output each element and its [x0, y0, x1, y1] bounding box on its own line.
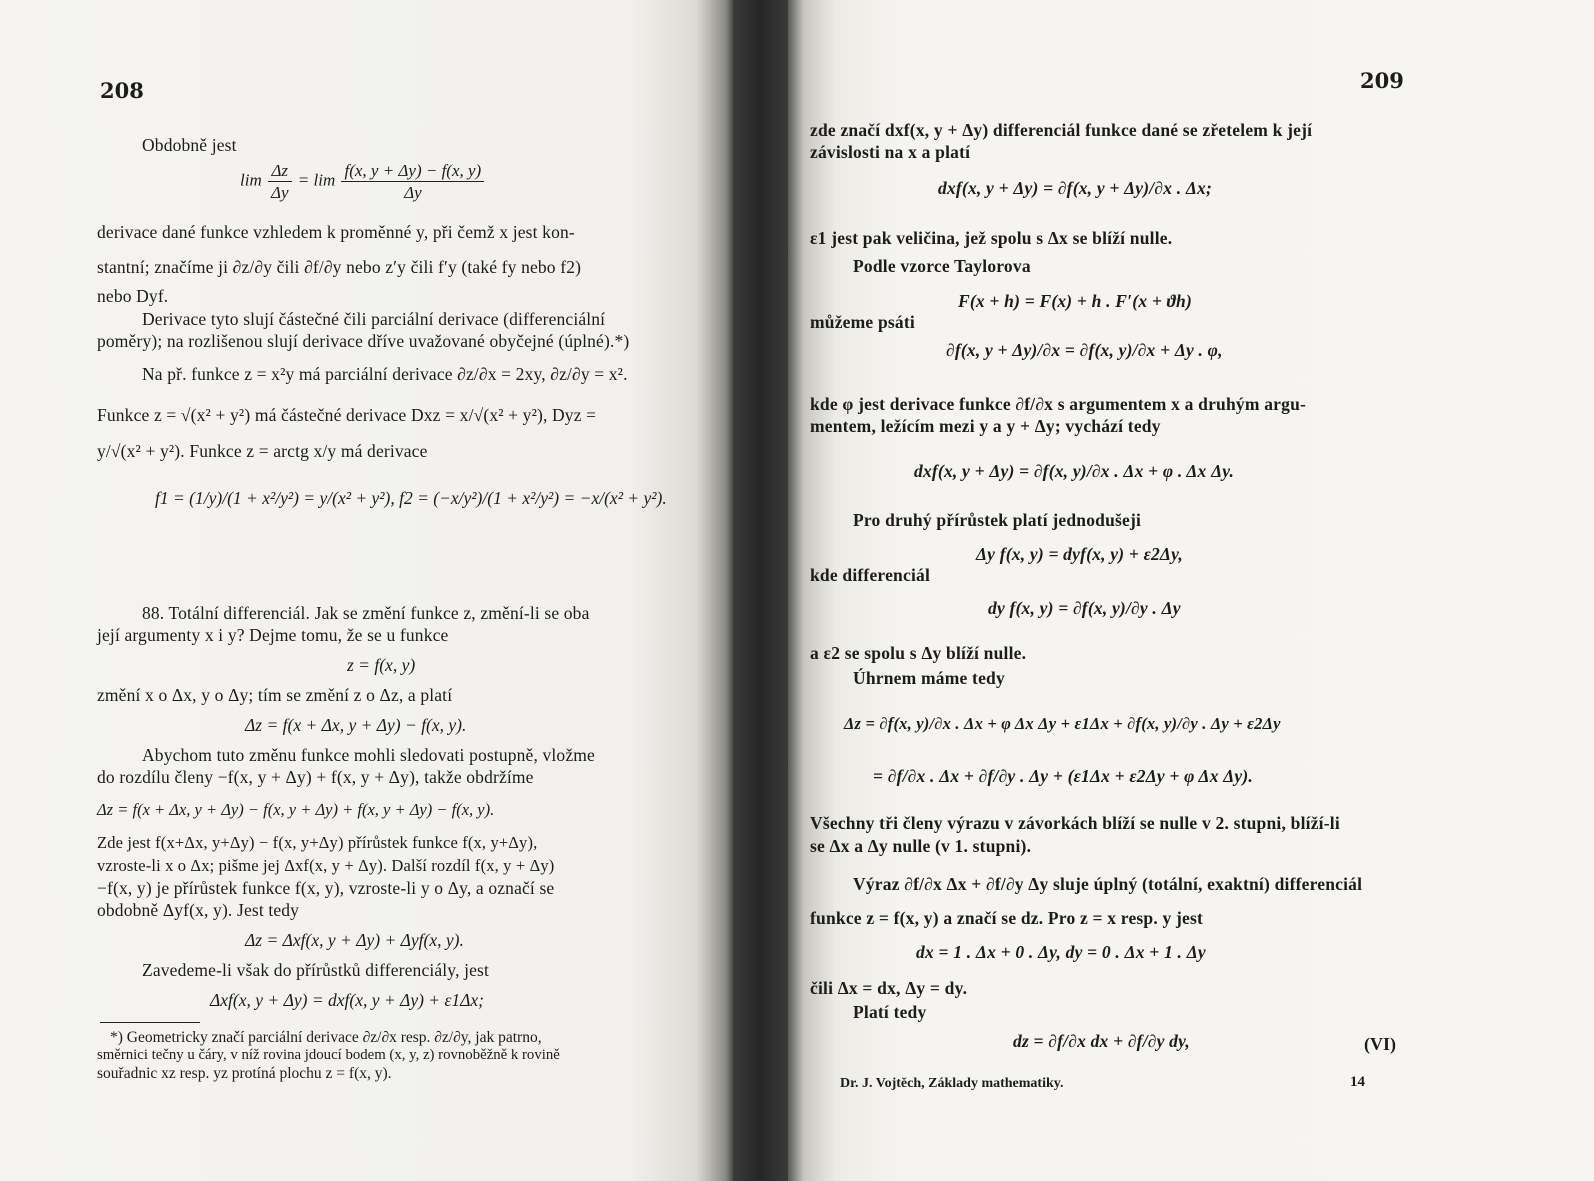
text-line: Abychom tuto změnu funkce mohli sledovati postupně, vložme [142, 745, 595, 765]
text-line: Pro druhý přírůstek platí jednodušeji [853, 510, 1142, 530]
equation: F(x + h) = F(x) + h . F′(x + ϑh) [958, 291, 1192, 311]
equation: dz = ∂f/∂x dx + ∂f/∂y dy, [1013, 1031, 1190, 1051]
footnote-rule [100, 1022, 200, 1023]
text-line: stantní; značíme ji ∂z/∂y čili ∂f/∂y nebo z′y čili f′y (také fy nebo f2) [97, 257, 582, 277]
text-line: čili Δx = dx, Δy = dy. [810, 978, 968, 998]
text-line: ε1 jest pak veličina, jež spolu s Δx se blíží nulle. [810, 228, 1173, 248]
equation: = ∂f/∂x . Δx + ∂f/∂y . Δy + (ε1Δx + ε2Δy + φ Δx Δy). [873, 766, 1253, 786]
text-line: Výraz ∂f/∂x Δx + ∂f/∂y Δy sluje úplný (totální, exaktní) differenciál [853, 874, 1363, 894]
text-line: vzroste-li x o Δx; pišme jej Δxf(x, y + Δy). Další rozdíl f(x, y + Δy) [97, 856, 555, 875]
equation: Δz = f(x + Δx, y + Δy) − f(x, y). [245, 715, 467, 735]
text-line: Všechny tři členy výrazu v závorkách blíží se nulle v 2. stupni, blíží-li [810, 813, 1340, 833]
left-page [0, 0, 733, 1181]
equation: Δz = f(x + Δx, y + Δy) − f(x, y + Δy) + f(x, y + Δy) − f(x, y). [97, 800, 495, 819]
equation: dxf(x, y + Δy) = ∂f(x, y + Δy)/∂x . Δx; [938, 178, 1213, 198]
equation: z = f(x, y) [347, 655, 416, 675]
text-line: změní x o Δx, y o Δy; tím se změní z o Δz, a platí [97, 685, 453, 705]
text-line: nebo Dyf. [97, 286, 169, 306]
text-line: zde značí dxf(x, y + Δy) differenciál funkce dané se zřetelem k její [810, 120, 1313, 140]
text-line: mentem, ležícím mezi y a y + Δy; vychází tedy [810, 416, 1161, 436]
text-line: obdobně Δyf(x, y). Jest tedy [97, 900, 300, 920]
text-line: Na př. funkce z = x²y má parciální derivace ∂z/∂x = 2xy, ∂z/∂y = x². [142, 364, 628, 384]
text-line: derivace dané funkce vzhledem k proměnné y, při čemž x jest kon- [97, 222, 575, 242]
section-heading: 88. Totální differenciál. Jak se změní funkce z, změní-li se oba [142, 603, 590, 623]
text-line: Obdobně jest [142, 135, 237, 155]
right-page [788, 0, 1594, 1181]
text-line: Zavedeme-li však do přírůstků differenciály, jest [142, 960, 490, 980]
equation: Δxf(x, y + Δy) = dxf(x, y + Δy) + ε1Δx; [210, 990, 484, 1010]
equation: dxf(x, y + Δy) = ∂f(x, y)/∂x . Δx + φ . Δx Δy. [914, 461, 1235, 481]
text-line: funkce z = f(x, y) a značí se dz. Pro z = x resp. y jest [810, 908, 1204, 928]
equation: f1 = (1/y)/(1 + x²/y²) = y/(x² + y²), f2 = (−x/y²)/(1 + x²/y²) = −x/(x² + y²). [155, 488, 667, 508]
text-line: Derivace tyto slují částečné čili parciální derivace (differenciální [142, 309, 606, 329]
signature-mark: 14 [1350, 1074, 1365, 1090]
page-number: 209 [1360, 68, 1404, 93]
text-line: Podle vzorce Taylorova [853, 256, 1031, 276]
equation: ∂f(x, y + Δy)/∂x = ∂f(x, y)/∂x + Δy . φ, [946, 340, 1223, 360]
text-line: můžeme psáti [810, 312, 915, 332]
equation: dy f(x, y) = ∂f(x, y)/∂y . Δy [988, 598, 1181, 618]
text-line: kde differenciál [810, 565, 931, 585]
page-number: 208 [100, 78, 144, 103]
text-line: Zde jest f(x+Δx, y+Δy) − f(x, y+Δy) přírůstek funkce f(x, y+Δy), [97, 833, 538, 852]
footnote-line: směrnici tečny u čáry, v níž rovina jdoucí bodem (x, y, z) rovnoběžně k rovině [97, 1047, 560, 1063]
equation: Δz = ∂f(x, y)/∂x . Δx + φ Δx Δy + ε1Δx + ∂f(x, y)/∂y . Δy + ε2Δy [844, 714, 1281, 733]
text-line: poměry); na rozlišenou slují derivace dříve uvažované obyčejné (úplné).*) [97, 331, 630, 351]
equation: Δz = Δxf(x, y + Δy) + Δyf(x, y). [245, 930, 464, 950]
equation: dx = 1 . Δx + 0 . Δy, dy = 0 . Δx + 1 . Δy [916, 942, 1206, 962]
text-line: se Δx a Δy nulle (v 1. stupni). [810, 836, 1032, 856]
text-line: Platí tedy [853, 1002, 927, 1022]
footnote-line: *) Geometricky značí parciální derivace ∂z/∂x resp. ∂z/∂y, jak patrno, [110, 1029, 542, 1046]
footnote-line: souřadnic xz resp. yz protíná plochu z = f(x, y). [97, 1065, 392, 1082]
text-line: do rozdílu členy −f(x, y + Δy) + f(x, y + Δy), takže obdržíme [97, 767, 534, 787]
text-line: Úhrnem máme tedy [853, 668, 1005, 688]
equation-label: (VI) [1364, 1034, 1396, 1054]
footer-author: Dr. J. Vojtěch, Základy mathematiky. [840, 1076, 1064, 1091]
text-line: závislosti na x a platí [810, 142, 971, 162]
text-line: −f(x, y) je přírůstek funkce f(x, y), vzroste-li y o Δy, a označí se [97, 878, 555, 898]
text-line: y/√(x² + y²). Funkce z = arctg x/y má derivace [97, 441, 428, 461]
equation: Δy f(x, y) = dyf(x, y) + ε2Δy, [976, 544, 1183, 564]
text-line: kde φ jest derivace funkce ∂f/∂x s argumentem x a druhým argu- [810, 394, 1307, 414]
text-line: a ε2 se spolu s Δy blíží nulle. [810, 643, 1027, 663]
book-gutter [733, 0, 788, 1181]
text-line: Funkce z = √(x² + y²) má částečné derivace Dxz = x/√(x² + y²), Dyz = [97, 405, 597, 425]
equation: lim $\frac{\Delta z}{\Delta y}$ = lim $\frac{f(x, y + \Delta y) - f(x, y)}{\Delta y}$ [240, 160, 486, 204]
text-line: její argumenty x i y? Dejme tomu, že se u funkce [97, 625, 449, 645]
